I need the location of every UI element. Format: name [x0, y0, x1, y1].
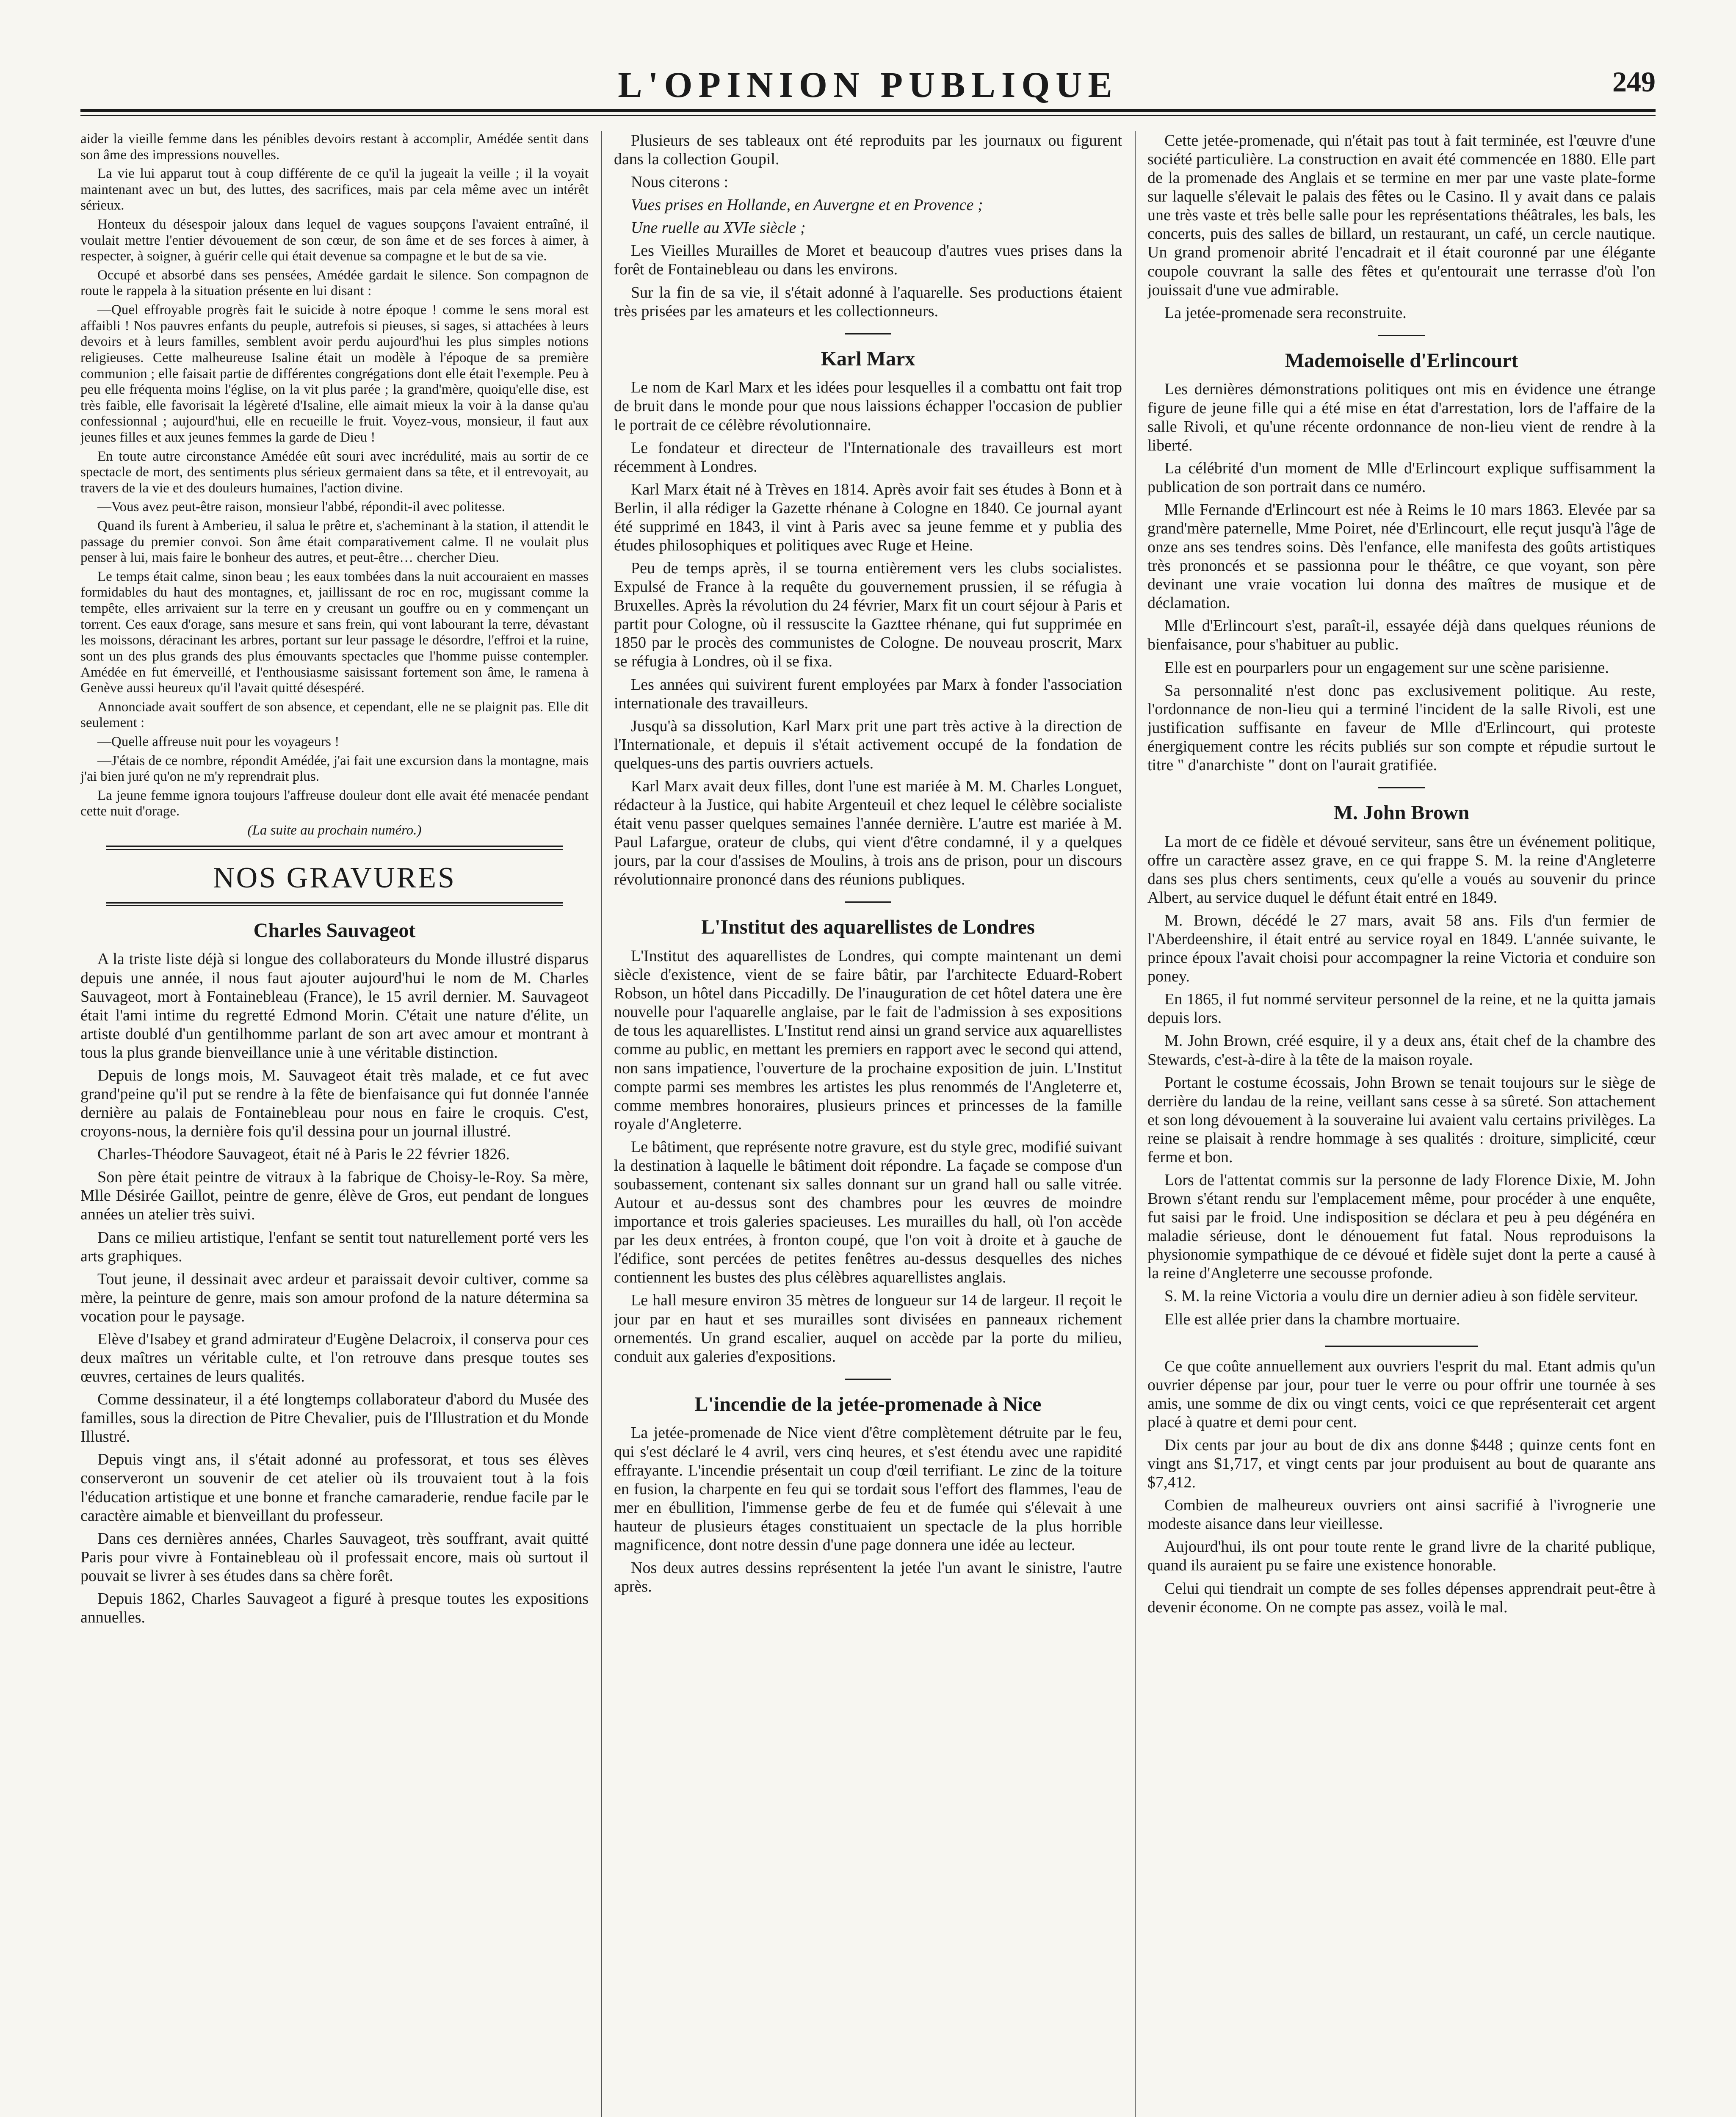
paragraph: Celui qui tiendrait un compte de ses folles dépenses apprendrait peut-être à devenir économe. On ne compte pas assez, voilà le mal.	[1147, 1579, 1656, 1616]
paragraph: La mort de ce fidèle et dévoué serviteur, sans être un événement politique, offre un caractère assez grave, en ce qui frappe S. M. la reine d'Angleterre dans ses plus chers sentiments, ceux qu'elle a voués au souvenir du prince Albert, au service duquel le défunt était entré en 1849.	[1147, 832, 1656, 906]
paragraph: Son père était peintre de vitraux à la fabrique de Choisy-le-Roy. Sa mère, Mlle Désirée Gaillot, peintre de genre, élève de Gros, eut pendant de longues années un atelier très suivi.	[80, 1168, 589, 1224]
paragraph: L'Institut des aquarellistes de Londres, qui compte maintenant un demi siècle d'existence, vient de se faire bâtir, par l'architecte Eduard-Robert Robson, un hôtel dans Piccadilly. De l'inauguration de cet hôtel datera une ère nouvelle pour l'aquarelle anglaise, par le fait de l'admission à ses expositions de tous les aquarellistes. L'Institut rend ainsi un grand service aux aquarellistes comme au public, en mettant les premiers en rapport avec le second qui attend, non sans impatience, l'ouverture de la prochaine exposition de juin. L'Institut compte parmi ses membres les artistes les plus renommés de l'Angleterre et, comme membres honoraires, plusieurs princes et princesses de la famille royale d'Angleterre.	[614, 947, 1122, 1133]
section-rule	[106, 846, 563, 850]
paragraph: Elle est allée prier dans la chambre mortuaire.	[1164, 1310, 1460, 1328]
paragraph: Nos deux autres dessins représentent la jetée l'un avant le sinistre, l'autre après.	[614, 1559, 1122, 1596]
column-divider	[1135, 131, 1136, 2117]
paragraph: Depuis 1862, Charles Sauvageot a figuré à presque toutes les expositions annuelles.	[80, 1589, 589, 1627]
separator	[845, 901, 891, 903]
column-2	[614, 131, 1122, 2117]
paragraph: Annonciade avait souffert de son absence, et cependant, elle ne se plaignit pas. Elle dit seulement :	[80, 699, 589, 731]
paragraph: Une ruelle au XVIe siècle ;	[631, 219, 806, 237]
paragraph: Elle est en pourparlers pour un engagement sur une scène parisienne.	[1164, 658, 1609, 677]
paragraph: En toute autre circonstance Amédée eût souri avec incrédulité, mais au sortir de ce spectacle de mort, des sentiments plus sérieux germaient dans sa tête, et il entrevoyait, au travers de la vie et des douleurs humaines, l'action divine.	[80, 448, 589, 496]
paragraph: Depuis vingt ans, il s'était adonné au professorat, et tous ses élèves conserveront un souvenir de cet atelier où ils trouvaient tout à la fois l'éducation artistique et une bonne et franche camaraderie, rendue facile par le caractère aimable et bienveillant du professeur.	[80, 1451, 589, 1525]
paragraph: Le nom de Karl Marx et les idées pour lesquelles il a combattu ont fait trop de bruit dans le monde pour que nous laissions échapper l'occasion de publier le portrait de ce célèbre révolutionnaire.	[614, 379, 1122, 434]
paragraph: —Vous avez peut-être raison, monsieur l'abbé, répondit-il avec politesse.	[97, 499, 505, 515]
paragraph: Ce que coûte annuellement aux ouvriers l'esprit du mal. Etant admis qu'un ouvrier dépense par jour, pour tuer le verre ou pour offrir une tournée à ses amis, une somme de dix ou vingt cents, voici ce que représenterait cet argent placé à quatre et demi pour cent.	[1147, 1357, 1656, 1431]
paragraph: Dans ce milieu artistique, l'enfant se sentit tout naturellement porté vers les arts graphiques.	[80, 1228, 589, 1265]
paragraph: Cette jetée-promenade, qui n'était pas tout à fait terminée, est l'œuvre d'une société particulière. La construction en avait été commencée en 1880. Elle part de la promenade des Anglais et se termine en mer par une vaste plate-forme sur laquelle s'élevait le palais des fêtes ou le Casino. Il y avait dans ce palais une très vaste et très belle salle pour les représentations théâtrales, les bals, les concerts, puis des salles de billard, un restaurant, un café, un cercle nautique. Un grand promenoir abrité l'encadrait et il était couronné par une élégante coupole couvrant la salle des fêtes et qu'entourait une terrasse d'où l'on jouissait d'une vue admirable.	[1147, 132, 1656, 299]
paragraph: Elève d'Isabey et grand admirateur d'Eugène Delacroix, il conserva pour ces deux maîtres un véritable culte, et l'on retrouve dans presque toutes ses œuvres, certaines de leurs qualités.	[80, 1330, 589, 1386]
header-rule	[80, 109, 1656, 112]
article-title-sauvageot: Charles Sauvageot	[253, 919, 416, 942]
separator	[1325, 1346, 1478, 1347]
paragraph: Jusqu'à sa dissolution, Karl Marx prit une part très active à la direction de l'Internationale, et depuis il s'était activement occupé de la fondation de quelques-uns des partis ouvriers actuels.	[614, 717, 1122, 772]
paragraph: La jeune femme ignora toujours l'affreuse douleur dont elle avait été menacée pendant cette nuit d'orage.	[80, 788, 589, 819]
section-rule	[106, 902, 563, 906]
paragraph: La jetée-promenade sera reconstruite.	[1164, 304, 1407, 322]
paragraph: Portant le costume écossais, John Brown se tenait toujours sur le siège de derrière du landau de la reine, veillant sans cesse à sa sûreté. Son attachement et son long dévouement à la souveraine lui avaient valu certains privilèges. La reine se plaisait à rendre hommage à ses qualités : droiture, simplicité, cœur ferme et bon.	[1147, 1073, 1656, 1166]
paragraph: Vues prises en Hollande, en Auvergne et en Provence ;	[631, 196, 983, 214]
paragraph: Sa personnalité n'est donc pas exclusivement politique. Au reste, l'ordonnance de non-lieu qui a terminé l'incident de la salle Rivoli, est une justification suffisante en faveur de Mlle d'Erlincourt, qui proteste énergiquement contre les récits publiés sur son compte et répudie surtout le titre " d'anarchiste " dont on l'aurait gratifiée.	[1147, 681, 1656, 774]
paragraph: M. Brown, décédé le 27 mars, avait 58 ans. Fils d'un fermier de l'Aberdeenshire, il était entré au service royal en 1849. L'année suivante, le prince époux l'avait choisi pour accompagner la reine Victoria et conduire son poney.	[1147, 912, 1656, 986]
paragraph: Aujourd'hui, ils ont pour toute rente le grand livre de la charité publique, quand ils auraient pu se faire une existence honorable.	[1147, 1538, 1656, 1575]
paragraph: Dix cents par jour au bout de dix ans donne $448 ; quinze cents font en vingt ans $1,717, et vingt cents par jour produisent au bout de quarante ans $7,412.	[1147, 1436, 1656, 1492]
paragraph: Le temps était calme, sinon beau ; les eaux tombées dans la nuit accouraient en masses formidables du haut des montagnes, et, jaillissant de roc en roc, mugissant comme la tempête, elles arrivaient sur la terre en y creusant un gouffre ou en y commençant un torrent. Ces eaux d'orage, sans mesure et sans frein, qui vont labourant la terre, dévastant les moissons, déracinant les arbres, portant sur leur passage le désordre, l'effroi et la ruine, sont un des plus grands des plus émouvants spectacles que l'homme puisse contempler. Amédée en fut émerveillé, et l'enthousiasme saisissant fortement son âme, le ramena à Genève aussi heureux qu'il l'avait quitté désespéré.	[80, 569, 589, 696]
paragraph: Quand ils furent à Amberieu, il salua le prêtre et, s'acheminant à la station, il attendit le passage du premier convoi. Son âme était comparativement calme. Il ne voulait plus penser à lui, mais faire le bonheur des autres, et peut-être… chercher Dieu.	[80, 518, 589, 566]
paragraph: La vie lui apparut tout à coup différente de ce qu'il la jugeait la veille ; il la voyait maintenant avec un but, des luttes, des sacrifices, mais par cela même avec un intérêt sérieux.	[80, 166, 589, 213]
paragraph: Occupé et absorbé dans ses pensées, Amédée gardait le silence. Son compagnon de route le rappela à la situation présente en lui disant :	[80, 267, 589, 299]
paragraph: Charles-Théodore Sauvageot, était né à Paris le 22 février 1826.	[97, 1145, 510, 1164]
article-title-nice: L'incendie de la jetée-promenade à Nice	[694, 1393, 1042, 1415]
paragraph: S. M. la reine Victoria a voulu dire un dernier adieu à son fidèle serviteur.	[1164, 1287, 1638, 1305]
paragraph: Karl Marx était né à Trèves en 1814. Après avoir fait ses études à Bonn et à Berlin, il alla rédiger la Gazette rhénane à Cologne en 1840. Ce journal ayant été supprimé en 1843, il vint à Paris avec sa jeune femme et y publia des études philosophiques et politiques avec Ruge et Heine.	[614, 480, 1122, 554]
paragraph: Karl Marx avait deux filles, dont l'une est mariée à M. M. Charles Longuet, rédacteur à la Justice, qui habite Argenteuil et chez lequel le célèbre socialiste était venu passer quelques semaines l'année dernière. L'autre est mariée à M. Paul Lafargue, orateur de clubs, qui vient d'être condamné, il y a quelques jours, par la cour d'assises de Moulins, à trois ans de prison, pour un discours révolutionnaire prononcé dans des réunions publiques.	[614, 777, 1122, 889]
page-number: 249	[1612, 66, 1656, 98]
paragraph: —J'étais de ce nombre, répondit Amédée, j'ai fait une excursion dans la montagne, mais j'ai bien juré qu'on ne m'y reprendrait plus.	[80, 753, 589, 785]
article-title-erlincourt: Mademoiselle d'Erlincourt	[1285, 349, 1518, 372]
paragraph: Les années qui suivirent furent employées par Marx à fonder l'association internationale des travailleurs.	[614, 675, 1122, 712]
paragraph: A la triste liste déjà si longue des collaborateurs du Monde illustré disparus depuis une année, il nous faut ajouter aujourd'hui le nom de M. Charles Sauvageot, mort à Fontainebleau (France), le 15 avril dernier. M. Sauvageot était l'ami intime du regretté Edmond Morin. C'était une nature d'élite, un artiste doublé d'un gentilhomme parlant de son art avec amour et montrant à tous la plus grande bienveillance unie à une véritable distinction.	[80, 950, 589, 1061]
column-divider	[601, 131, 602, 2117]
paragraph: Sur la fin de sa vie, il s'était adonné à l'aquarelle. Ses productions étaient très prisées par les amateurs et les collectionneurs.	[614, 283, 1122, 320]
paragraph: M. John Brown, créé esquire, il y a deux ans, était chef de la chambre des Stewards, c'est-à-dire à la tête de la maison royale.	[1147, 1032, 1656, 1069]
paragraph: Lors de l'attentat commis sur la personne de lady Florence Dixie, M. John Brown s'étant rendu sur l'emplacement même, pour procéder à une enquête, fut saisi par le froid. Une indisposition se déclara et peu à peu dégénéra en maladie sérieuse, dont le dénouement fut fatal. Nous reproduisons la physionomie sympathique de ce dévoué et fidèle sujet dont la perte a causé à la reine d'Angleterre une secousse profonde.	[1147, 1171, 1656, 1282]
paragraph: Peu de temps après, il se tourna entièrement vers les clubs socialistes. Expulsé de France à la requête du gouvernement prussien, il se réfugia à Bruxelles. Après la révolution du 24 février, Marx fit un court séjour à Paris et partit pour Cologne, où il ressuscite la Gazttee rhénane, qui fut supprimée en 1850 par le procès des communistes de Cologne. De nouveau proscrit, Marx se réfugia à Londres, où il se fixa.	[614, 559, 1122, 671]
article-title-marx: Karl Marx	[821, 347, 915, 370]
paragraph: Nous citerons :	[631, 173, 729, 191]
masthead	[80, 64, 1656, 114]
continued-note: (La suite au prochain numéro.)	[247, 822, 422, 838]
paragraph: Le bâtiment, que représente notre gravure, est du style grec, modifié suivant la destination à laquelle le bâtiment doit répondre. La façade se compose d'un soubassement, contenant six salles donnant sur un grand hall ou salle vitrée. Autour et au-dessus sont des chambres pour les œuvres de moindre importance et trois galeries spacieuses. Les murailles du hall, où l'on accède par les deux entrées, à fronton coupé, que l'on voit à droite et à gauche de l'édifice, sont percées de petites fenêtres au-dessus desquelles des niches contiennent les bustes des plus célèbres aquarellistes anglais.	[614, 1138, 1122, 1287]
paragraph: aider la vieille femme dans les pénibles devoirs restant à accomplir, Amédée sentit dans son âme des impressions nouvelles.	[80, 131, 589, 163]
paragraph: Plusieurs de ses tableaux ont été reproduits par les journaux ou figurent dans la collection Goupil.	[614, 132, 1122, 169]
paragraph: La jetée-promenade de Nice vient d'être complètement détruite par le feu, qui s'est déclaré le 4 avril, vers cinq heures, et s'est étendu avec une rapidité effrayante. L'incendie présentait un coup d'œil terrifiant. Le zinc de la toiture en fusion, la charpente en feu qui se tordait sous l'effort des flammes, l'eau de mer en ébullition, l'immense gerbe de feu et de fumée qui s'élevait à une hauteur de plusieurs étages constituaient un spectacle de la plus horrible magnificence, dont notre dessin d'une page donnera une idée au lecteur.	[614, 1424, 1122, 1554]
paragraph: —Quel effroyable progrès fait le suicide à notre époque ! comme le sens moral est affaibli ! Nos pauvres enfants du peuple, autrefois si pieuses, si sages, si attachées à leurs devoirs et à leurs familles, semblent avoir perdu aujourd'hui les plus simples notions religieuses. Cette malheureuse Isaline était un modèle à l'époque de sa première communion ; elle faisait partie de différentes congrégations dont elle était l'exemple. Peu à peu elle fréquenta moins l'église, on la vit plus parée ; la grand'mère, quoiqu'elle dise, est très faible, elle favorisait la légèreté d'Isaline, elle aimait mieux la voir à la danse qu'au confessionnal ; aujourd'hui, elle en recueille le fruit. Voyez-vous, monsieur, il faut aux jeunes filles et aux jeunes femmes la garde de Dieu !	[80, 302, 589, 445]
paragraph: Le hall mesure environ 35 mètres de longueur sur 14 de largeur. Il reçoit le jour par en haut et ses murailles sont divisées en panneaux richement ornementés. Un grand escalier, auquel on accède par la porte du milieu, conduit aux galeries d'expositions.	[614, 1291, 1122, 1365]
paragraph: Dans ces dernières années, Charles Sauvageot, très souffrant, avait quitté Paris pour vivre à Fontainebleau où il professait encore, mais où surtout il pouvait se livrer à ses études dans sa chère forêt.	[80, 1529, 589, 1585]
section-title: NOS GRAVURES	[213, 861, 456, 894]
separator	[845, 333, 891, 334]
paragraph: —Quelle affreuse nuit pour les voyageurs !	[97, 734, 340, 749]
serial-story	[80, 131, 589, 839]
column-3	[1147, 131, 1656, 2117]
paragraph: Les dernières démonstrations politiques ont mis en évidence une étrange figure de jeune fille qui a été mise en état d'arrestation, lors de l'affaire de la salle Rivoli, et qu'une récente ordonnance de non-lieu vient de rendre à la liberté.	[1147, 380, 1656, 454]
paragraph: Mlle d'Erlincourt s'est, paraît-il, essayée déjà dans quelques réunions de bienfaisance, pour s'habituer au public.	[1147, 617, 1656, 654]
paragraph: Comme dessinateur, il a été longtemps collaborateur d'abord du Musée des familles, sous la direction de Pitre Chevalier, puis de l'Illustration et du Monde Illustré.	[80, 1390, 589, 1446]
paragraph: Combien de malheureux ouvriers ont ainsi sacrifié à l'ivrognerie une modeste aisance dans leur vieillesse.	[1147, 1496, 1656, 1533]
paragraph: La célébrité d'un moment de Mlle d'Erlincourt explique suffisamment la publication de son portrait dans ce numéro.	[1147, 459, 1656, 496]
header-rule-thin	[80, 115, 1656, 116]
separator	[1378, 787, 1425, 788]
separator	[1378, 335, 1425, 336]
paragraph: Honteux du désespoir jaloux dans lequel de vagues soupçons l'avaient entraîné, il voulait mettre l'entier dévouement de son cœur, de son âme et de ses forces à aimer, à respecter, à soigner, à guérir celle qui était devenue sa compagne et le but de sa vie.	[80, 217, 589, 264]
paragraph: Depuis de longs mois, M. Sauvageot était très malade, et ce fut avec grand'peine qu'il put se rendre à la fête de bienfaisance qui fut donnée l'année dernière au palais de Fontainebleau pour nous en faire le croquis. C'est, croyons-nous, la dernière fois qu'il dessina pour un journal illustré.	[80, 1066, 589, 1141]
newspaper-title: L'OPINION PUBLIQUE	[618, 64, 1118, 105]
paragraph: En 1865, il fut nommé serviteur personnel de la reine, et ne la quitta jamais depuis lors.	[1147, 990, 1656, 1027]
paragraph: Le fondateur et directeur de l'Internationale des travailleurs est mort récemment à Londres.	[614, 439, 1122, 475]
paragraph: Les Vieilles Murailles de Moret et beaucoup d'autres vues prises dans la forêt de Fontainebleau ou dans les environs.	[614, 242, 1122, 279]
article-title-brown: M. John Brown	[1333, 801, 1470, 824]
paragraph: Mlle Fernande d'Erlincourt est née à Reims le 10 mars 1863. Elevée par sa grand'mère paternelle, Mme Poiret, née d'Erlincourt, elle reçut jusqu'à l'âge de onze ans ses tendres soins. Dès l'enfance, elle manifesta des goûts artistiques très prononcés et se passionna pour le théâtre, ce que voyant, son père devinant une vraie vocation lui donna des maîtres de musique et de déclamation.	[1147, 500, 1656, 612]
separator	[845, 1379, 891, 1380]
article-title-institut: L'Institut des aquarellistes de Londres	[701, 916, 1035, 939]
paragraph: Tout jeune, il dessinait avec ardeur et paraissait devoir cultiver, comme sa mère, la peinture de genre, mais son amour profond de la nature détermina sa vocation pour le paysage.	[80, 1270, 589, 1325]
column-1	[80, 131, 589, 2117]
